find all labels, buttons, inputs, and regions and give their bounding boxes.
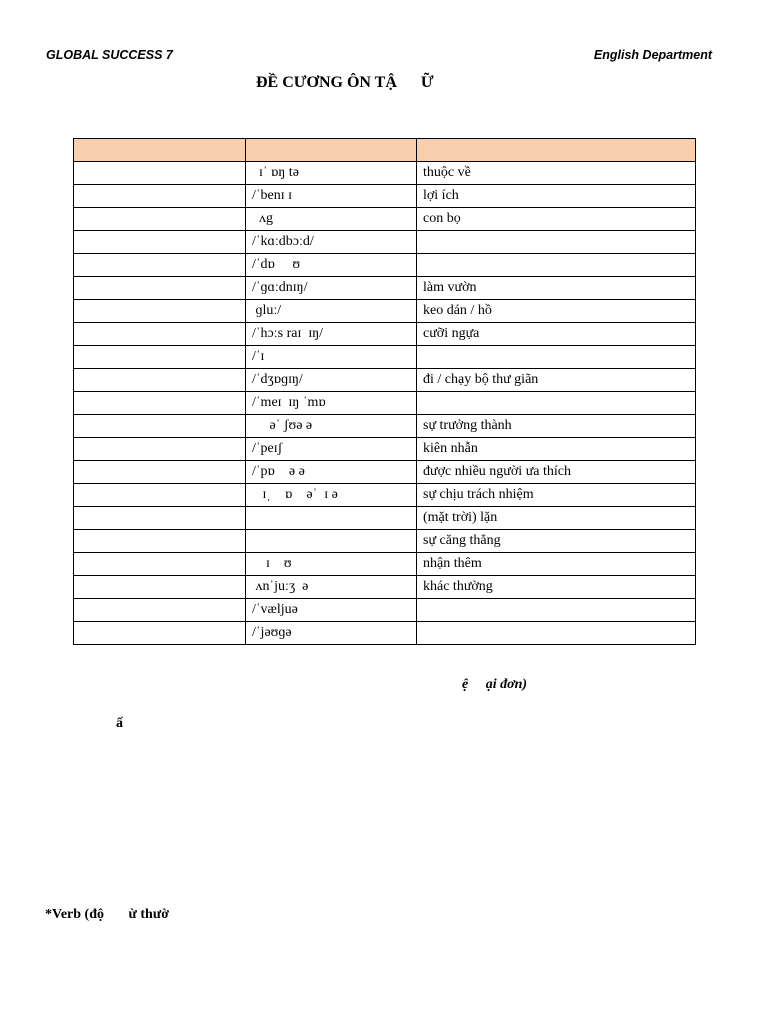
meaning-cell: khác thường [417, 576, 696, 599]
header-left: GLOBAL SUCCESS 7 [46, 48, 173, 62]
document-title: ĐỀ CƯƠNG ÔN TẬ Ữ [256, 74, 434, 91]
table-row [74, 185, 696, 208]
word-cell [74, 185, 246, 208]
meaning-cell: nhận thêm [417, 553, 696, 576]
word-cell [74, 323, 246, 346]
table-row [74, 162, 696, 185]
pronunciation-cell [246, 507, 417, 530]
meaning-cell: con bọ [417, 208, 696, 231]
table-row [74, 231, 696, 254]
table-row [74, 438, 696, 461]
meaning-cell: sự chịu trách nhiệm [417, 484, 696, 507]
table-row [74, 484, 696, 507]
header-cell [417, 139, 696, 162]
word-cell [74, 438, 246, 461]
pronunciation-cell: /ˈɡɑːdnɪŋ/ [246, 277, 417, 300]
text-fragment-2: ấ [116, 716, 123, 731]
word-cell [74, 392, 246, 415]
meaning-cell [417, 231, 696, 254]
meaning-cell: thuộc về [417, 162, 696, 185]
text-fragment-1: ệ ại đơn) [462, 677, 528, 692]
word-cell [74, 553, 246, 576]
pronunciation-cell: /ˈjəʊɡə [246, 622, 417, 645]
word-cell [74, 300, 246, 323]
pronunciation-cell: /ˈkɑːdbɔːd/ [246, 231, 417, 254]
pronunciation-cell: /ˈvæljuə [246, 599, 417, 622]
word-cell [74, 507, 246, 530]
table-row [74, 392, 696, 415]
word-cell [74, 346, 246, 369]
meaning-cell: sự căng thẳng [417, 530, 696, 553]
header-cell [74, 139, 246, 162]
meaning-cell [417, 622, 696, 645]
word-cell [74, 369, 246, 392]
meaning-cell: làm vườn [417, 277, 696, 300]
header-right: English Department [593, 48, 712, 62]
table-row [74, 622, 696, 645]
pronunciation-cell: /ˈmeɪ ɪŋ ˈmɒ [246, 392, 417, 415]
table-row [74, 323, 696, 346]
meaning-cell [417, 346, 696, 369]
meaning-cell [417, 254, 696, 277]
table-row [74, 461, 696, 484]
pronunciation-cell [246, 530, 417, 553]
meaning-cell: (mặt trời) lặn [417, 507, 696, 530]
word-cell [74, 277, 246, 300]
pronunciation-cell: /ˈpeɪʃ [246, 438, 417, 461]
word-cell [74, 530, 246, 553]
word-cell [74, 231, 246, 254]
pronunciation-cell: ʌg [246, 208, 417, 231]
word-cell [74, 484, 246, 507]
pronunciation-cell: ʌnˈjuːʒ ə [246, 576, 417, 599]
pronunciation-cell: /ˈbenɪ ɪ [246, 185, 417, 208]
word-cell [74, 415, 246, 438]
table-row [74, 599, 696, 622]
word-cell [74, 461, 246, 484]
table-row [74, 369, 696, 392]
pronunciation-cell: /ˈdɒ ʊ [246, 254, 417, 277]
word-cell [74, 208, 246, 231]
meaning-cell: keo dán / hồ [417, 300, 696, 323]
meaning-cell: đi / chạy bộ thư giãn [417, 369, 696, 392]
pronunciation-cell: ɪˌ ɒ əˈ ɪ ə [246, 484, 417, 507]
meaning-cell [417, 599, 696, 622]
table-row [74, 300, 696, 323]
pronunciation-cell: /ˈpɒ ə ə [246, 461, 417, 484]
pronunciation-cell: əˈ ʃʊə ə [246, 415, 417, 438]
table-row [74, 415, 696, 438]
word-cell [74, 162, 246, 185]
table-row [74, 553, 696, 576]
pronunciation-cell: ɪ ʊ [246, 553, 417, 576]
pronunciation-cell: /ˈhɔːs raɪ ɪŋ/ [246, 323, 417, 346]
table-row [74, 530, 696, 553]
meaning-cell: kiên nhẫn [417, 438, 696, 461]
table-row [74, 208, 696, 231]
table-row [74, 277, 696, 300]
meaning-cell: sự trưởng thành [417, 415, 696, 438]
pronunciation-cell: ɪˈ ɒŋ tə [246, 162, 417, 185]
table-row [74, 254, 696, 277]
table-row [74, 576, 696, 599]
word-cell [74, 599, 246, 622]
meaning-cell: được nhiều người ưa thích [417, 461, 696, 484]
word-cell [74, 622, 246, 645]
pronunciation-cell: /ˈɪ [246, 346, 417, 369]
word-cell [74, 254, 246, 277]
pronunciation-cell: ɡluː/ [246, 300, 417, 323]
table-row [74, 507, 696, 530]
meaning-cell: cưỡi ngựa [417, 323, 696, 346]
pronunciation-cell: /ˈdʒɒɡɪŋ/ [246, 369, 417, 392]
header-cell [246, 139, 417, 162]
vocabulary-table [73, 138, 696, 645]
table-header-row [74, 139, 696, 162]
text-fragment-3: *Verb (độ ừ thườ [45, 907, 169, 922]
table-row [74, 346, 696, 369]
meaning-cell: lợi ích [417, 185, 696, 208]
word-cell [74, 576, 246, 599]
meaning-cell [417, 392, 696, 415]
